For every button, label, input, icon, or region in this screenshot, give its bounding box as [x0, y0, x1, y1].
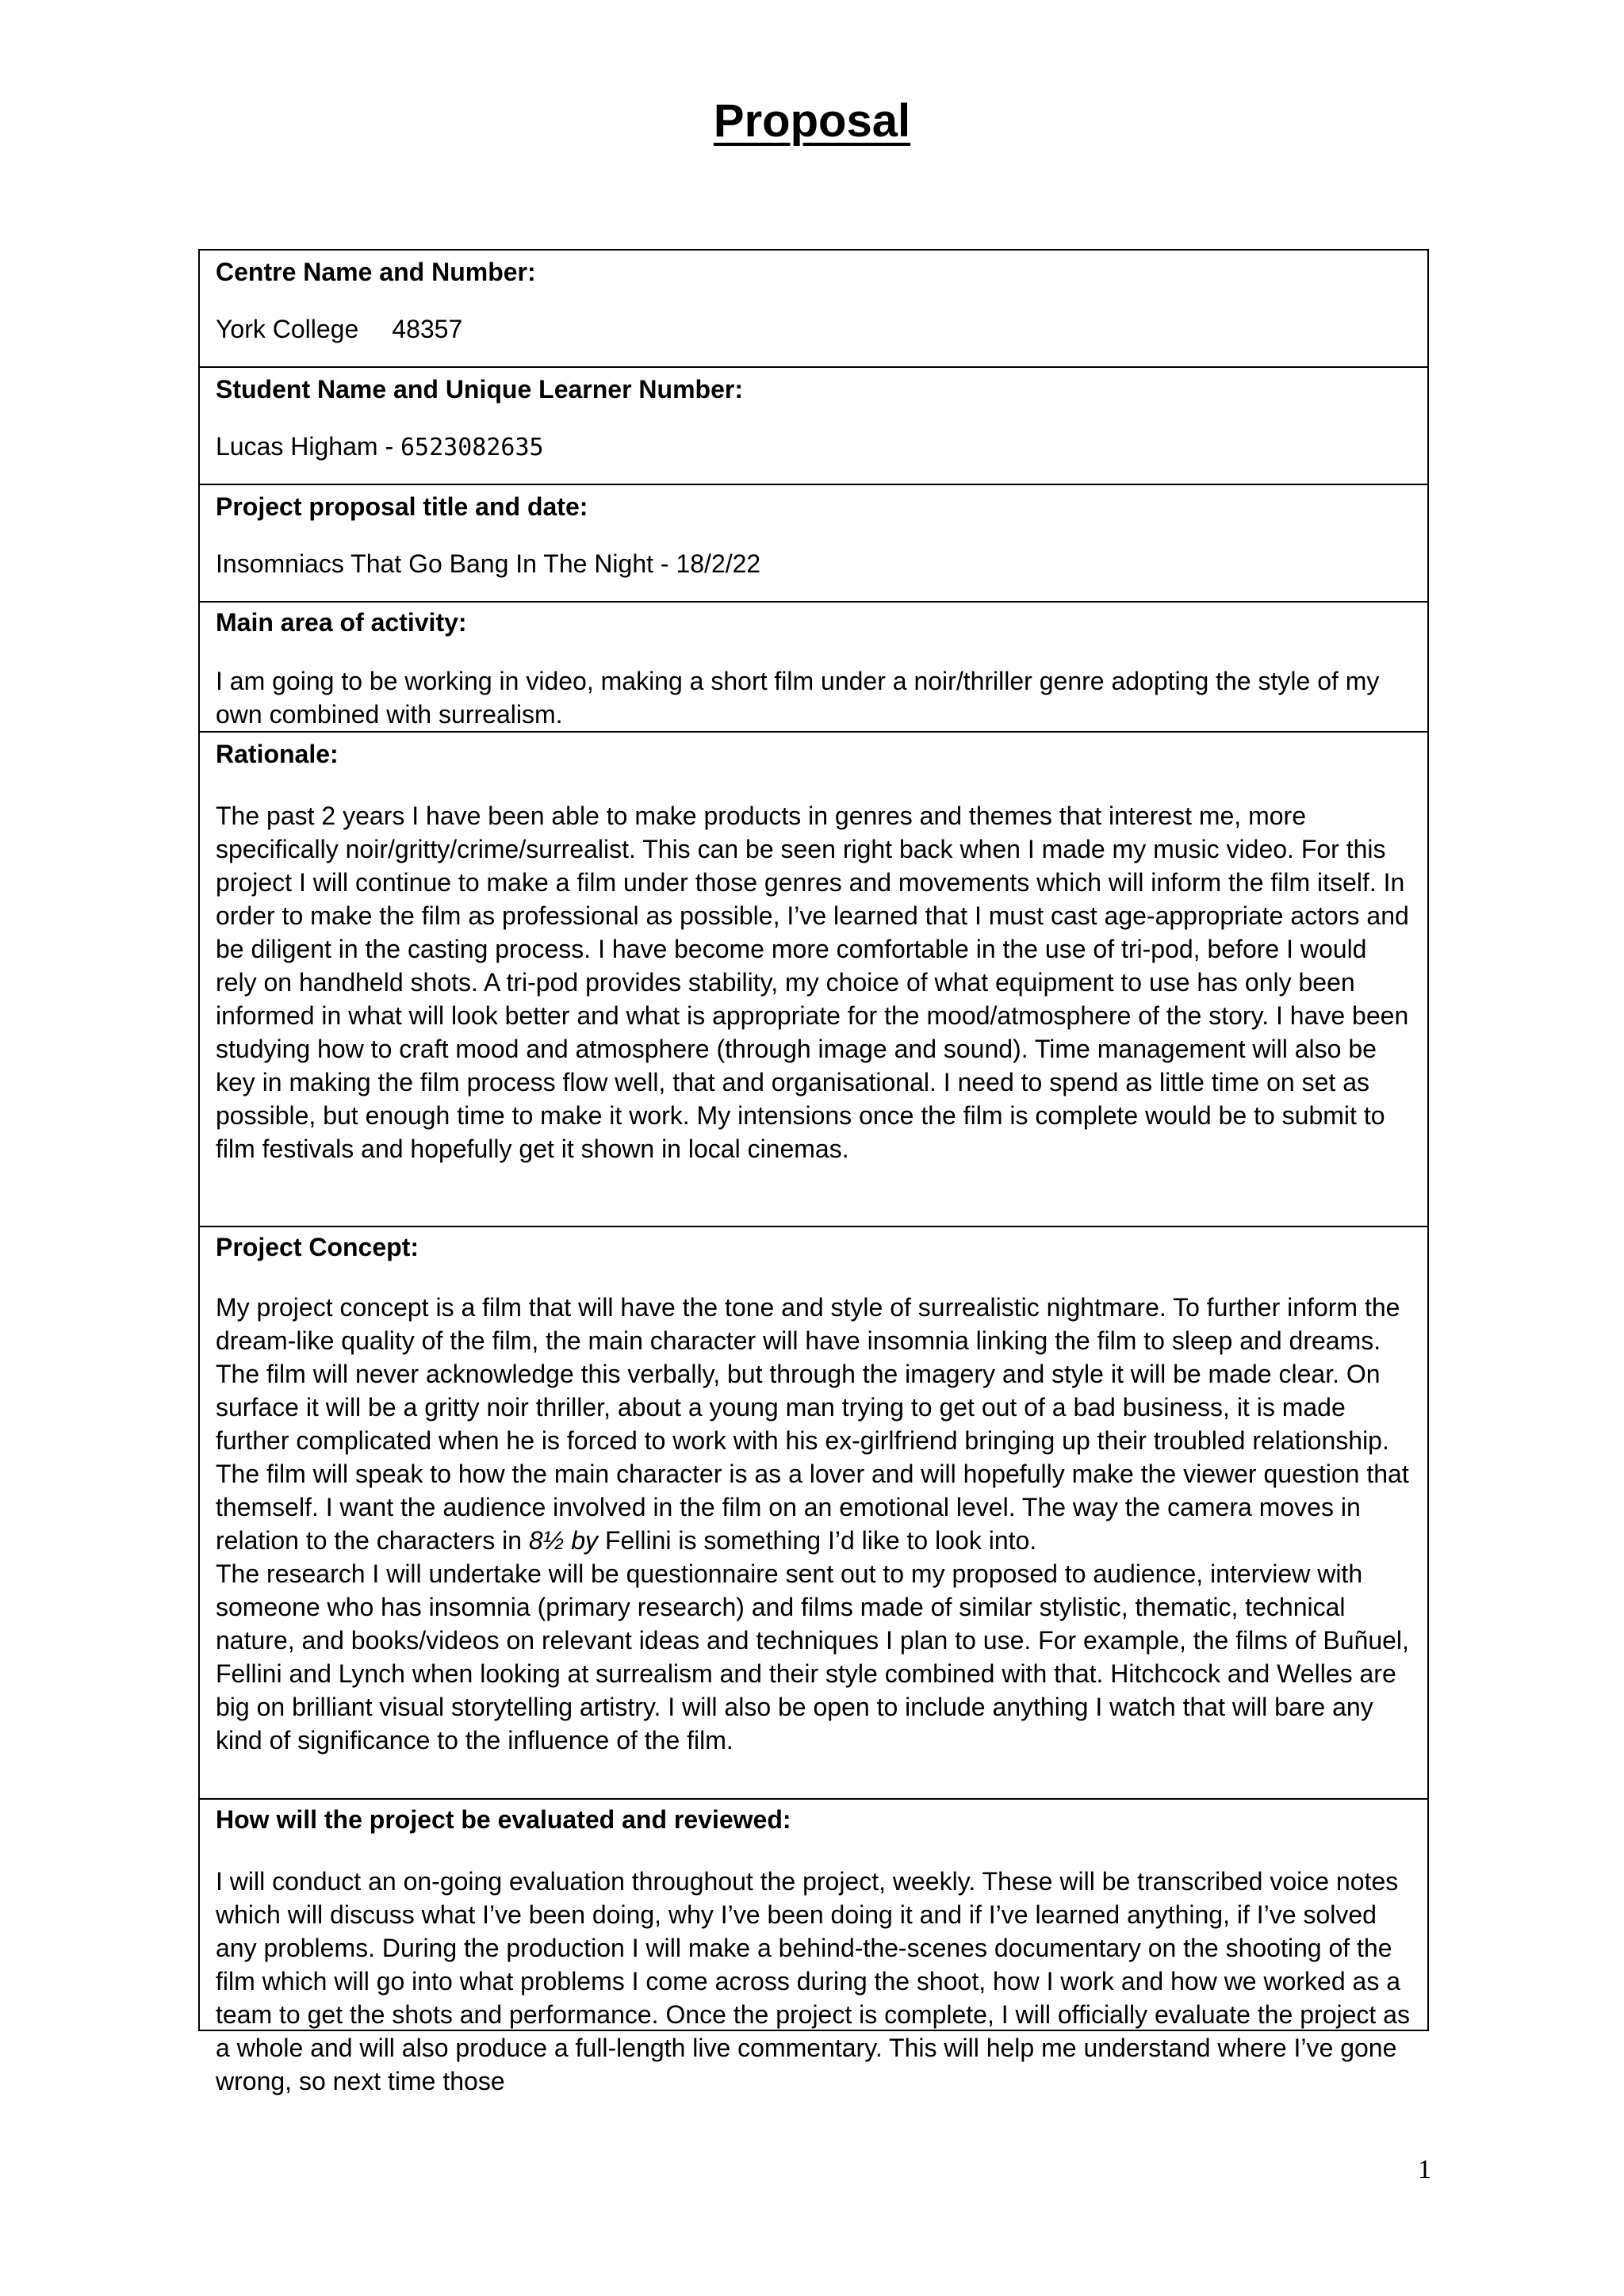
project-title-label: Project proposal title and date: — [216, 492, 588, 521]
concept-research-text: The research I will undertake will be questionnaire sent out to my proposed to audience, interview with someone who has insomnia (primary research) and films made of similar stylistic, thematic, technical nature, and books/videos on relevant ideas and techniques I plan to use. For example, the films of Buñuel, Fellini and Lynch when looking at surrealism and their style combined with that. Hitchcock and Welles are big on brilliant visual storytelling artistry. I will also be open to include anything I watch that will bare any kind of significance to the influence of the film. — [216, 1559, 1409, 1755]
page-title: Proposal — [713, 95, 911, 147]
project-title-value: Insomniacs That Go Bang In The Night - 18/2/22 — [216, 549, 761, 578]
main-area-section — [200, 603, 1427, 733]
student-label: Student Name and Unique Learner Number: — [216, 375, 743, 404]
student-name: Lucas Higham - — [216, 432, 400, 461]
centre-section — [200, 251, 1427, 368]
concept-text-after: Fellini is something I’d like to look into. — [598, 1526, 1037, 1555]
centre-name: York College — [216, 315, 359, 343]
rationale-text: The past 2 years I have been able to make products in genres and themes that interest me, more specifically noir/gritty/crime/surrealist. This can be seen right back when I made my music video. For this project I will continue to make a film under those genres and movements which will inform the film itself. In order to make the film as professional as possible, I’ve learned that I must cast age-appropriate actors and be diligent in the casting process. I have become more comfortable in the use of tri-pod, before I would rely on handheld shots. A tri-pod provides stability, my choice of what equipment to use has only been informed in what will look better and what is appropriate for the mood/atmosphere of the story. I have been studying how to craft mood and atmosphere (through image and sound). Time management will also be key in making the film process flow well, that and organisational. I need to spend as little time on set as possible, but enough time to make it work. My intensions once the film is complete would be to submit to film festivals and hopefully get it shown in local cinemas. — [216, 802, 1409, 1163]
concept-film-title: 8½ by — [528, 1526, 599, 1555]
centre-value — [216, 312, 1411, 346]
main-area-text: I am going to be working in video, making a short film under a noir/thriller genre adopting the style of my own combined with surrealism. — [216, 667, 1380, 729]
rationale-section — [200, 733, 1427, 1227]
concept-text-before: My project concept is a film that will have the tone and style of surrealistic nightmare. To further inform the dream-like quality of the film, the main character will have insomnia linking the film to sleep and dreams. The film will never acknowledge this verbally, but through the imagery and style it will be made clear. On surface it will be a gritty noir thriller, about a young man trying to get out of a bad business, it is made further complicated when he is forced to work with his ex-girlfriend bringing up their troubled relationship. The film will speak to how the main character is as a lover and will hopefully make the viewer question that themself. I want the audience involved in the film on an emotional level. The way the camera moves in relation to the characters in — [216, 1293, 1409, 1555]
centre-number: 48357 — [392, 315, 463, 343]
evaluation-label: How will the project be evaluated and reviewed: — [216, 1805, 791, 1834]
rationale-label: Rationale: — [216, 740, 339, 768]
proposal-form-table — [198, 249, 1429, 2095]
main-area-label: Main area of activity: — [216, 608, 467, 637]
project-title-section — [200, 485, 1427, 603]
student-section — [200, 368, 1427, 485]
concept-label: Project Concept: — [216, 1233, 419, 1261]
concept-text — [216, 1291, 1411, 1557]
centre-label: Centre Name and Number: — [216, 258, 536, 286]
evaluation-section — [200, 1800, 1427, 2095]
student-uln: 6523082635 — [400, 434, 544, 461]
concept-section — [200, 1227, 1427, 1800]
evaluation-text: I will conduct an on-going evaluation throughout the project, weekly. These will be transcribed voice notes which will discuss what I’ve been doing, why I’ve been doing it and if I’ve learned anything, if I’ve solved any problems. During the production I will make a behind-the-scenes documentary on the shooting of the film which will go into what problems I come across during the shoot, how I work and how we worked as a team to get the shots and performance. Once the project is complete, I will officially evaluate the project as a whole and will also produce a full-length live commentary. This will help me understand where I’ve gone wrong, so next time those — [216, 1867, 1410, 2095]
student-value — [216, 430, 1411, 465]
page-number: 1 — [1418, 2155, 1431, 2184]
